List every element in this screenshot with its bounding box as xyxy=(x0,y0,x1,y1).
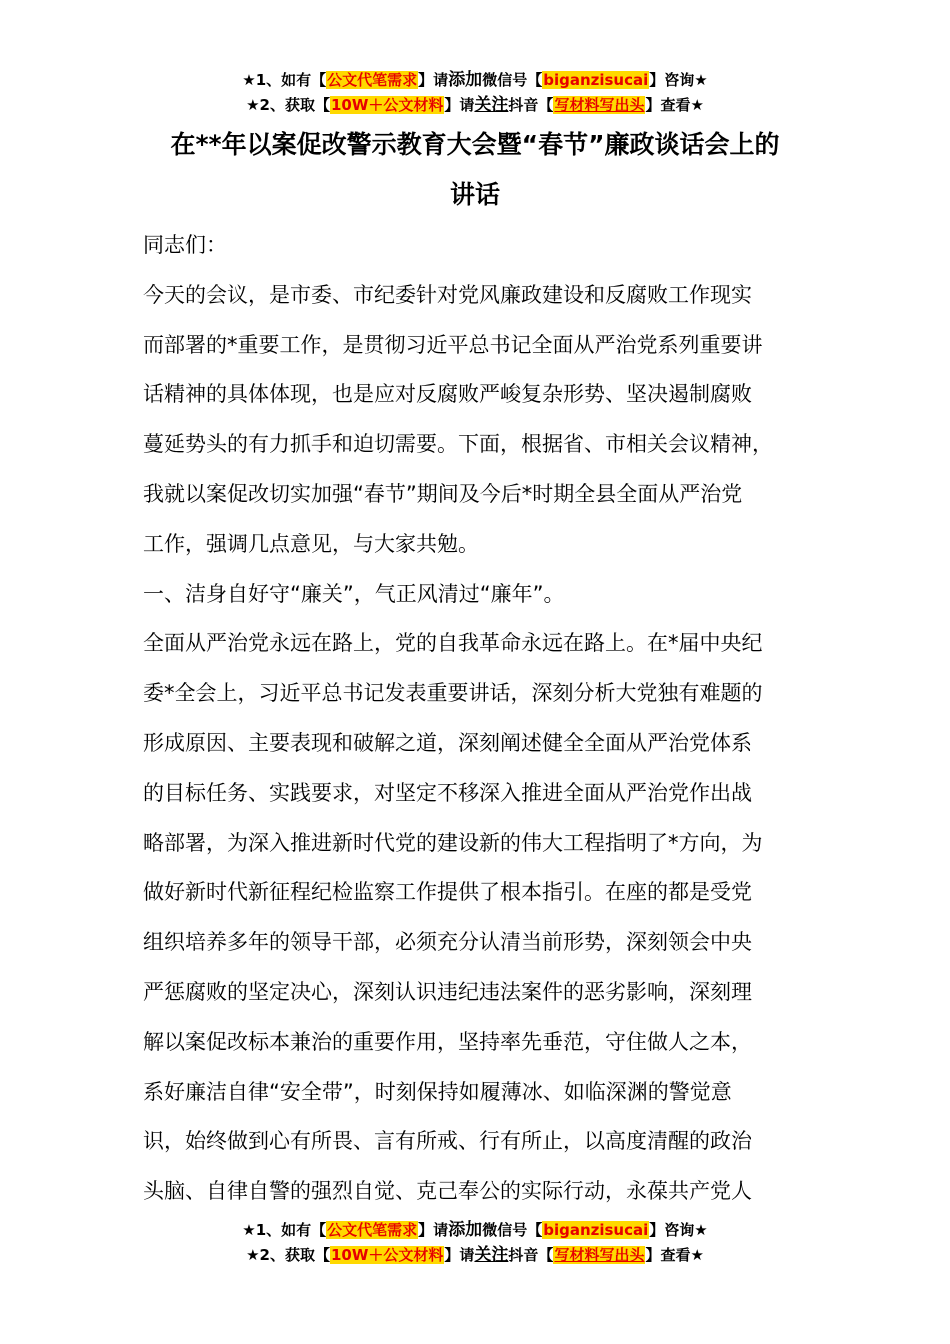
body-line: 我就以案促改切实加强“春节”期间及今后*时期全县全面从严治党 xyxy=(143,481,743,506)
banner-text: 】请 xyxy=(418,1221,449,1239)
banner-text: ★2、获取【 xyxy=(246,1246,330,1264)
banner-emphasis: 添加 xyxy=(448,1220,483,1240)
banner-highlight: 公文代笔需求 xyxy=(327,71,418,89)
document-title-continued: 讲话 xyxy=(449,180,500,209)
body-line: 识，始终做到心有所畏、言有所戒、行有所止，以高度清醒的政治 xyxy=(143,1129,752,1154)
banner-highlight: 公文代笔需求 xyxy=(327,1221,418,1239)
banner-text: 】请 xyxy=(444,1246,475,1264)
banner-emphasis: 关注 xyxy=(474,95,509,115)
body-line: 同志们： xyxy=(143,233,227,257)
body-line: 系好廉洁自律“安全带”，时刻保持如履薄冰、如临深渊的警觉意 xyxy=(143,1079,732,1104)
body-line: 严惩腐败的坚定决心，深刻认识违纪违法案件的恶劣影响，深刻理 xyxy=(143,979,752,1004)
body-line: 工作，强调几点意见，与大家共勉。 xyxy=(143,531,479,556)
body-line: 形成原因、主要表现和破解之道，深刻阐述健全全面从严治党体系 xyxy=(143,730,752,755)
banner-text: 】查看★ xyxy=(645,96,704,114)
footer-banner xyxy=(0,1218,950,1268)
banner-line-1 xyxy=(0,1218,950,1243)
body-line: 蔓延势头的有力抓手和迫切需要。下面，根据省、市相关会议精神， xyxy=(143,432,773,457)
banner-emphasis: 添加 xyxy=(448,70,483,90)
banner-emphasis: 关注 xyxy=(474,1245,509,1265)
body-line: 全面从严治党永远在路上，党的自我革命永远在路上。在*届中央纪 xyxy=(143,631,763,656)
body-line: 组织培养多年的领导干部，必须充分认清当前形势，深刻领会中央 xyxy=(143,930,752,955)
douyin-id-highlight: 写材料写出头 xyxy=(554,1246,645,1264)
document-title: 在**年以案促改警示教育大会暨“春节”廉政谈话会上的 xyxy=(170,130,780,159)
banner-text: 】请 xyxy=(418,71,449,89)
banner-line-1 xyxy=(0,68,950,93)
body-line: 话精神的具体体现，也是应对反腐败严峻复杂形势、坚决遏制腐败 xyxy=(143,382,752,407)
banner-text: ★2、获取【 xyxy=(246,96,330,114)
banner-text: 】咨询★ xyxy=(649,71,708,89)
body-line: 做好新时代新征程纪检监察工作提供了根本指引。在座的都是受党 xyxy=(143,880,752,905)
banner-text: 微信号【 xyxy=(482,1221,543,1239)
banner-text: 】咨询★ xyxy=(649,1221,708,1239)
banner-text: 微信号【 xyxy=(482,71,543,89)
document-body xyxy=(143,221,843,1217)
wechat-id-highlight: biganzisucai xyxy=(543,1221,649,1239)
wechat-id-highlight: biganzisucai xyxy=(543,71,649,89)
banner-text: 抖音【 xyxy=(508,1246,554,1264)
body-line: 委*全会上，习近平总书记发表重要讲话，深刻分析大党独有难题的 xyxy=(143,681,763,706)
body-line: 而部署的*重要工作，是贯彻习近平总书记全面从严治党系列重要讲 xyxy=(143,332,763,357)
body-line: 一、洁身自好守“廉关”，气正风清过“廉年”。 xyxy=(143,581,565,606)
body-line: 头脑、自律自警的强烈自觉、克己奉公的实际行动，永葆共产党人 xyxy=(143,1179,752,1204)
banner-text: 】查看★ xyxy=(645,1246,704,1264)
body-line: 解以案促改标本兼治的重要作用，坚持率先垂范，守住做人之本， xyxy=(143,1029,752,1054)
banner-text: ★1、如有【 xyxy=(242,1221,327,1239)
banner-text: ★1、如有【 xyxy=(242,71,327,89)
body-line: 略部署，为深入推进新时代党的建设新的伟大工程指明了*方向，为 xyxy=(143,830,763,855)
banner-text: 抖音【 xyxy=(508,96,554,114)
douyin-id-highlight: 写材料写出头 xyxy=(554,96,645,114)
banner-highlight: 10W＋公文材料 xyxy=(330,1246,444,1264)
banner-line-2 xyxy=(0,93,950,118)
banner-line-2 xyxy=(0,1243,950,1268)
body-line: 今天的会议，是市委、市纪委针对党风廉政建设和反腐败工作现实 xyxy=(143,282,752,307)
banner-highlight: 10W＋公文材料 xyxy=(330,96,444,114)
banner-text: 】请 xyxy=(444,96,475,114)
body-line: 的目标任务、实践要求，对坚定不移深入推进全面从严治党作出战 xyxy=(143,780,752,805)
header-banner xyxy=(0,68,950,118)
